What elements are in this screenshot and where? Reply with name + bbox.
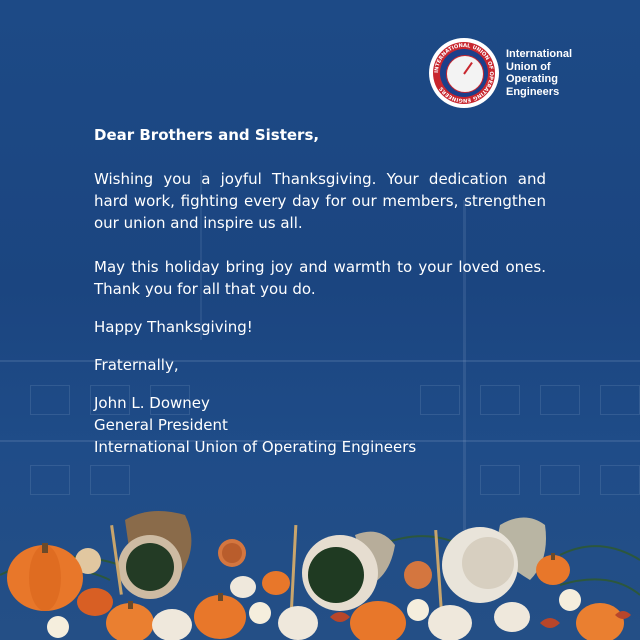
- signature-title: General President: [94, 416, 228, 434]
- union-seal-icon: [429, 38, 499, 108]
- signature-block: [94, 392, 546, 458]
- pumpkin-icon: [106, 601, 154, 640]
- org-name-line-4: Engineers: [506, 85, 560, 98]
- pumpkin-icon: [77, 588, 113, 616]
- bowl-icon: [126, 543, 174, 591]
- org-name-line-2: Union of: [506, 60, 551, 73]
- org-name: [506, 48, 572, 98]
- iuoe-logo: [429, 38, 572, 108]
- letter-paragraph-2: May this holiday bring joy and warmth to your loved ones. Thank you for all that you do.: [94, 258, 546, 298]
- bowl-icon: [462, 537, 514, 589]
- seal-lettering: INTERNATIONAL UNION OF OPERATING ENGINEERS: [433, 42, 495, 104]
- pumpkin-icon: [7, 543, 83, 611]
- org-name-line-1: International: [506, 48, 573, 60]
- cup-icon: [404, 561, 432, 589]
- thanksgiving-decor: [0, 505, 640, 640]
- knife-icon: [290, 525, 298, 615]
- closing-wish: Happy Thanksgiving!: [94, 318, 253, 336]
- spoon-icon: [434, 530, 443, 610]
- pumpkin-icon: [194, 593, 246, 639]
- pumpkin-icon: [350, 601, 406, 640]
- bowl-icon: [308, 547, 364, 603]
- letter-greeting: Dear Brothers and Sisters,: [94, 126, 320, 144]
- letter-paragraph-1: Wishing you a joyful Thanksgiving. Your dedication and hard work, fighting every day for our members, strengthen our union and inspire us all.: [94, 170, 546, 232]
- signature-name: John L. Downey: [94, 394, 210, 412]
- valediction: Fraternally,: [94, 356, 179, 374]
- svg-text:INTERNATIONAL UNION OF OPERATI: [434, 43, 494, 103]
- pumpkin-icon: [262, 571, 290, 595]
- pumpkin-icon: [576, 603, 624, 640]
- org-name-line-3: Operating: [506, 73, 558, 85]
- signature-organization: International Union of Operating Engineers: [94, 438, 417, 456]
- letter-body: [94, 124, 546, 458]
